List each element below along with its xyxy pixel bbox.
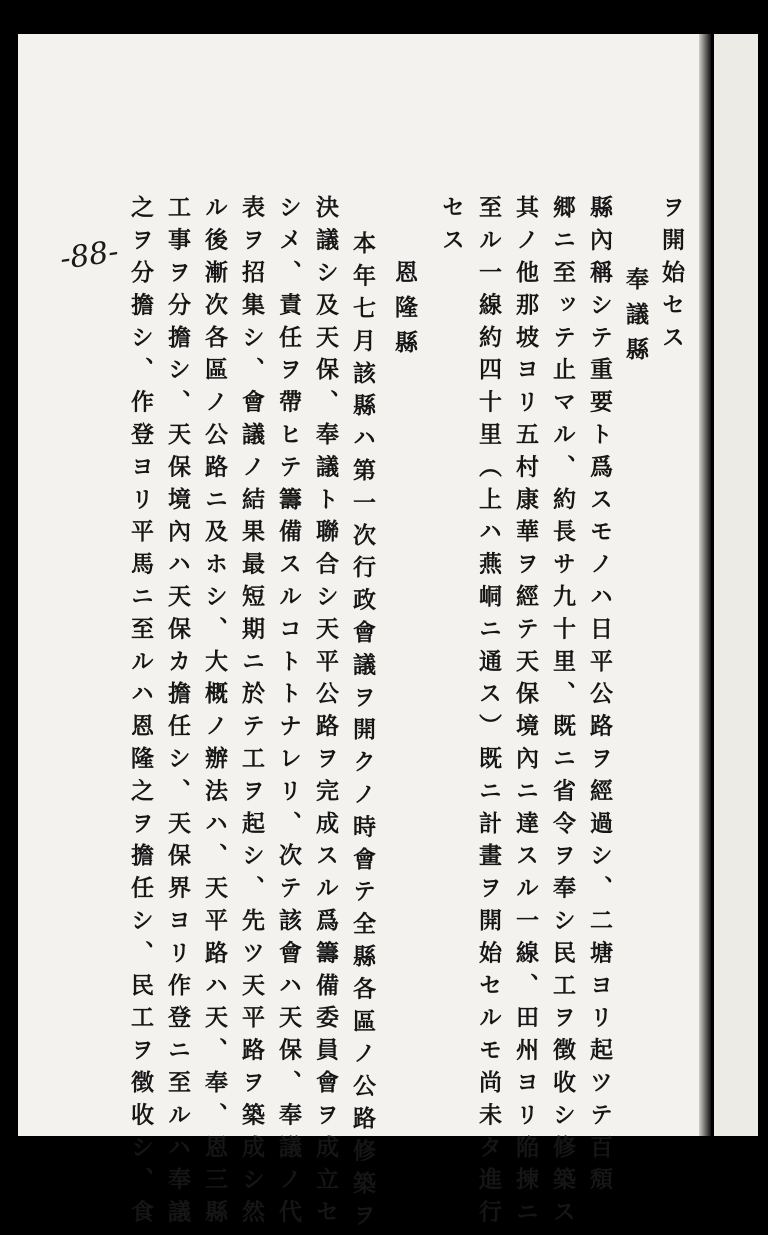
text-column: 表ヲ招集シ、會議ノ結果最短期ニ於テ工ヲ起シ、先ツ天平路ヲ築成シ然 [238,195,265,1232]
text-column: シメ、責任ヲ帶ヒテ籌備スルコトトナレリ、次テ該會ハ天保、奉議ノ代 [275,195,302,1232]
text-column: セス [438,195,465,260]
text-column: 之ヲ分擔シ、作登ヨリ平馬ニ至ルハ恩隆之ヲ擔任シ、民工ヲ徴收シ、食 [127,195,154,1232]
text-column: 決議シ及天保、奉議ト聯合シ天平公路ヲ完成スル爲籌備委員會ヲ成立セ [312,195,339,1232]
section-heading: 奉議縣 [622,267,649,372]
text-column: 郷ニ至ッテ止マル、約長サ九十里、既ニ省令ヲ奉シ民工ヲ徴收シ修築ス [549,195,576,1232]
text-column: 工事ヲ分擔シ、天保境內ハ天保カ擔任シ、天保界ヨリ作登ニ至ルハ奉議 [164,195,191,1232]
handwritten-page-number: -88- [57,234,121,277]
text-column: 至ル一線約四十里（上ハ燕峒ニ通ス）既ニ計畫ヲ開始セルモ尚未タ進行 [475,195,502,1232]
text-column: ヲ開始セス [658,195,685,357]
page-edge-shadow [699,34,711,1136]
text-column: ル後漸次各區ノ公路ニ及ホシ、大概ノ辦法ハ、天平路ハ天、奉、恩三縣 [201,195,228,1232]
text-column: 縣內稱シテ重要ト爲スモノハ日平公路ヲ經過シ、二塘ヨリ起ツテ百頽 [586,195,613,1200]
adjacent-page-strip [714,34,758,1136]
section-heading: 恩隆縣 [391,260,418,365]
text-column: 其ノ他那坡ヨリ五村康華ヲ經テ天保境內ニ達スル一線、田州ヨリ陥揀ニ [512,195,539,1232]
text-column: 本年七月該縣ハ第一次行政會議ヲ開クノ時會テ全縣各區ノ公路修築ヲ [349,231,376,1235]
